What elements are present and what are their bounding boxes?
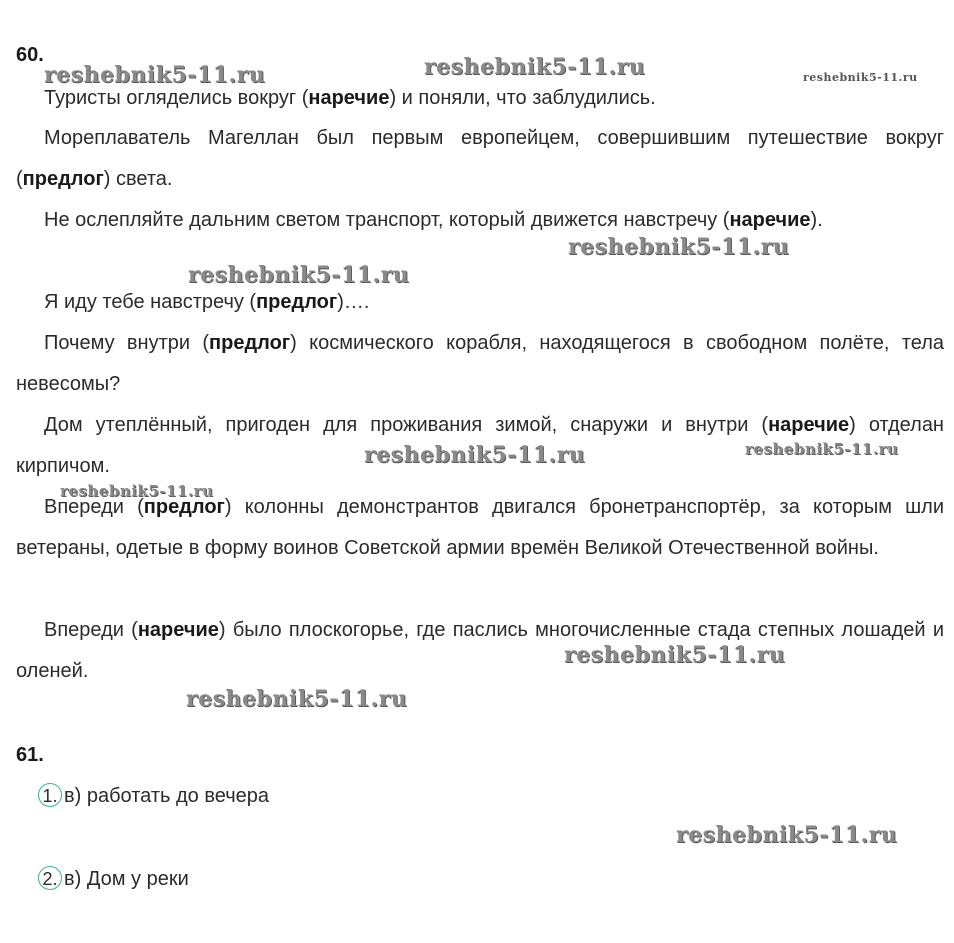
p3-term: наречие — [729, 209, 811, 231]
p7-text-a: Впереди ( — [44, 496, 144, 518]
p3-text-c: ). — [810, 209, 823, 231]
p5-term: предлог — [209, 332, 291, 354]
watermark: reshebnik5-11.ru — [44, 62, 266, 88]
watermark: reshebnik5-11.ru — [186, 686, 408, 712]
p6-term: наречие — [768, 414, 850, 436]
answer-2 — [38, 865, 189, 893]
answer-1-text: в) работать до вечера — [64, 785, 269, 807]
p2-term: предлог — [22, 168, 104, 190]
watermark: reshebnik5-11.ru — [424, 54, 646, 80]
p6-text-c: ) отделан кирпичом. — [16, 414, 944, 477]
p4-text-a: Я иду тебе навстречу ( — [44, 291, 257, 313]
answer-2-marker: 2. — [38, 866, 62, 890]
paragraph-5 — [16, 323, 944, 405]
p8-term: наречие — [137, 619, 219, 641]
paragraph-4 — [16, 282, 944, 323]
answer-1-marker: 1. — [38, 783, 62, 807]
watermark: reshebnik5-11.ru — [364, 442, 586, 468]
watermark: reshebnik5-11.ru — [188, 262, 410, 288]
watermark: reshebnik5-11.ru — [745, 440, 899, 458]
p6-text-a: Дом утеплённый, пригоден для проживания зимой, снаружи и внутри ( — [44, 414, 769, 436]
p4-term: предлог — [256, 291, 338, 313]
p7-text-c: ) колонны демонстрантов двигался бронетранспортёр, за которым шли ветераны, одетые в форму воинов Советской армии времён Великой Отечественной войны. — [16, 496, 944, 559]
p3-text-a: Не ослепляйте дальним светом транспорт, который движется навстречу ( — [44, 209, 730, 231]
p8-text-a: Впереди ( — [44, 619, 138, 641]
p2-text-c: ) света. — [103, 168, 173, 190]
answer-2-text: в) Дом у реки — [64, 868, 189, 890]
watermark: reshebnik5-11.ru — [803, 71, 918, 84]
p4-text-c: )…. — [337, 291, 370, 313]
watermark: reshebnik5-11.ru — [676, 822, 898, 848]
p5-text-a: Почему внутри ( — [44, 332, 210, 354]
watermark: reshebnik5-11.ru — [568, 234, 790, 260]
p8-text-c: ) было плоскогорье, где паслись многочисленные стада степных лошадей и оленей. — [16, 619, 944, 682]
answer-1 — [38, 782, 269, 810]
exercise-60-number: 60. — [16, 44, 44, 66]
watermark: reshebnik5-11.ru — [60, 482, 214, 500]
p1-text-c: ) и поняли, что заблудились. — [389, 87, 656, 109]
p1-text-a: Туристы огляделись вокруг ( — [44, 87, 309, 109]
p5-text-c: ) космического корабля, находящегося в свободном полёте, тела невесомы? — [16, 332, 944, 395]
exercise-61-number: 61. — [16, 744, 44, 766]
paragraph-2 — [16, 118, 944, 200]
p7-term: предлог — [143, 496, 225, 518]
paragraph-3 — [16, 200, 944, 241]
p1-term: наречие — [308, 87, 390, 109]
watermark: reshebnik5-11.ru — [564, 642, 786, 668]
p2-text-a: Мореплаватель Магеллан был первым европейцем, совершившим путешествие вокруг ( — [16, 127, 944, 190]
paragraph-8 — [16, 610, 944, 692]
